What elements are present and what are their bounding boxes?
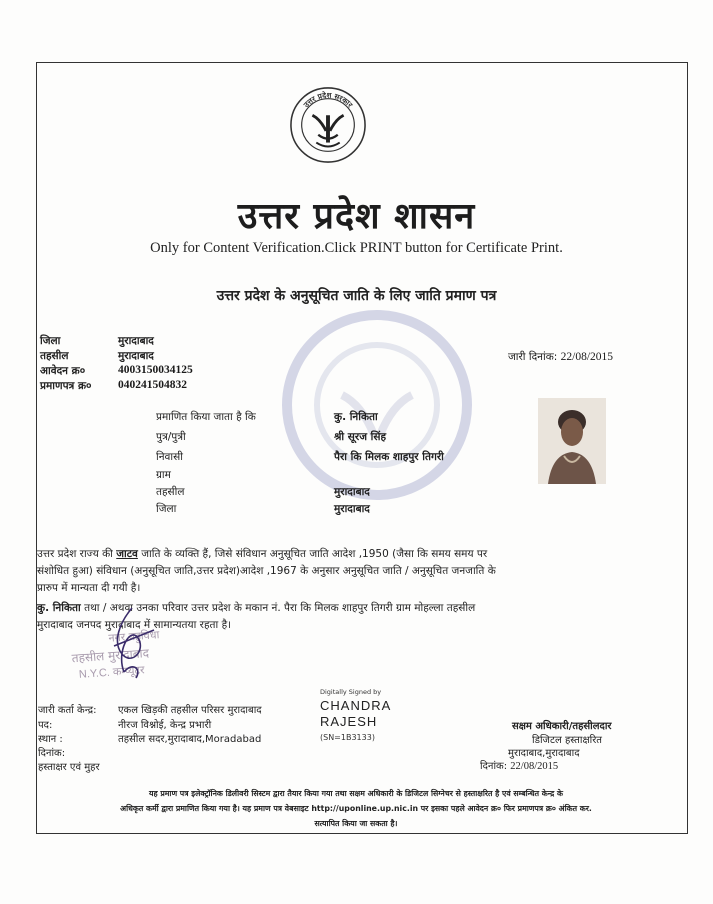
issue-date-value: 22/08/2015	[560, 351, 614, 363]
district-label: जिला	[40, 335, 61, 347]
watermark-emblem	[282, 310, 472, 500]
digital-sign-serial: (SN=1B3133)	[320, 733, 375, 742]
tehsil-value: मुरादाबाद	[118, 350, 154, 362]
tehsil-label: तहसील	[40, 350, 69, 362]
svg-text:उत्तर प्रदेश सरकार: उत्तर प्रदेश सरकार	[301, 90, 355, 110]
issue-date-label: जारी दिनांक:	[508, 351, 558, 363]
verification-notice: Only for Content Verification.Click PRINT button for Certificate Print.	[150, 240, 563, 256]
footer-line3: सत्यापित किया जा सकता है।	[314, 819, 398, 828]
parent-label: पुत्र/पुत्री	[156, 431, 186, 443]
certificate-number-value: 040241504832	[118, 379, 187, 391]
issuer-date-label: दिनांक:	[38, 748, 66, 759]
post-label: पद:	[38, 720, 53, 731]
issue-date	[508, 350, 613, 364]
footer-line1: यह प्रमाण पत्र इलेक्ट्रॉनिक डिलीवरी सिस्टम द्वारा तैयार किया गया तथा सक्षम अधिकारी के डिजिटल सिग्नेचर से हस्ताक्षरित है एवं सम्बन्धित केन्द्र के	[148, 789, 564, 798]
handwritten-signature	[102, 602, 172, 682]
certificate-heading: उत्तर प्रदेश के अनुसूचित जाति के लिए जाति प्रमाण पत्र	[216, 288, 497, 304]
post-value: नीरज विश्नोई, केन्द्र प्रभारी	[118, 720, 212, 731]
certificate-number-label: प्रमाणपत्र क्र०	[40, 380, 92, 392]
authority-date	[480, 758, 558, 772]
footer-note	[56, 786, 656, 831]
para1-line3: प्रारुप में मान्यता दी गयी है।	[37, 582, 141, 594]
para2-text: तथा / अथवा उनका परिवार उत्तर प्रदेश के मकान नं. पैरा कि मिलक शाहपुर तिगरी ग्राम मोहल्ला तहसील	[80, 602, 476, 614]
authority-title: सक्षम अधिकारी/तहसीलदार	[512, 721, 612, 732]
place-value: तहसील सदर,मुरादाबाद,Moradabad	[118, 734, 262, 745]
application-number-label: आवेदन क्र०	[40, 365, 86, 377]
person-tehsil-label: तहसील	[156, 486, 185, 498]
authority-date-label: दिनांक:	[480, 761, 508, 772]
caste-name: जाटव	[116, 548, 138, 560]
para1-line2: संशोधित हुआ) संविधान (अनुसूचित जाति,उत्तर प्रदेश)आदेश ,1967 के अनुसार अनुसूचित जाति / अनुसूचित जनजाति के	[37, 565, 496, 577]
stamp-line1: नगर बहुविधा	[108, 628, 160, 645]
applicant-photo	[538, 398, 606, 484]
district-value: मुरादाबाद	[118, 335, 154, 347]
authority-place: मुरादाबाद,मुरादाबाद	[508, 748, 580, 759]
digital-signer-name-line2: RAJESH	[320, 714, 378, 729]
parent-value: श्री सूरज सिंह	[334, 431, 387, 443]
resident-value: पैरा कि मिलक शाहपुर तिगरी	[334, 451, 444, 463]
page-title: उत्तर प्रदेश शासन	[237, 196, 476, 237]
village-label: ग्राम	[156, 469, 171, 481]
stamp-line2: तहसील मुरादाबाद	[71, 646, 150, 666]
place-label: स्थान :	[38, 734, 63, 745]
issuing-center-label: जारी कर्ता केन्द्र:	[38, 705, 97, 716]
stamp-line3: N.Y.C. कम्प्यूटर	[78, 664, 145, 681]
certify-label: प्रमाणित किया जाता है कि	[156, 411, 256, 423]
para1-start: उत्तर प्रदेश राज्य की	[37, 548, 117, 560]
person-district-label: जिला	[156, 503, 177, 515]
digital-signer-name-line1: CHANDRA	[320, 698, 392, 713]
person-tehsil-value: मुरादाबाद	[334, 486, 370, 498]
para1-rest: जाति के व्यक्ति हैं, जिसे संविधान अनुसूचित जाति आदेश ,1950 (जैसा कि समय समय पर	[137, 548, 488, 560]
digital-sign-caption: Digitally Signed by	[320, 688, 382, 696]
authority-date-value: 22/08/2015	[510, 761, 559, 772]
authority-subtitle: डिजिटल हस्ताक्षरित	[532, 735, 602, 746]
para2-name: कु. निकिता	[37, 602, 81, 614]
application-number-value: 4003150034125	[118, 364, 193, 376]
up-government-emblem	[289, 86, 367, 164]
caste-paragraph	[37, 546, 655, 597]
para2-line2: मुरादाबाद जनपद मुरादाबाद में सामान्यतया रहता है।	[37, 619, 232, 631]
applicant-name: कु. निकिता	[334, 411, 378, 423]
person-district-value: मुरादाबाद	[334, 503, 370, 515]
footer-line2: अधिकृत कर्मी द्वारा प्रमाणित किया गया है। यह प्रमाण पत्र वेबसाइट http://uponline.up.nic.in पर इसका पहले आवेदन क्र० फिर प्रमाणपत्र क्र० अंकित कर.	[120, 804, 592, 813]
issuing-center-value: एकल खिड़की तहसील परिसर मुरादाबाद	[118, 705, 262, 716]
resident-label: निवासी	[156, 451, 183, 463]
signature-seal-label: हस्ताक्षर एवं मुहर	[38, 762, 100, 773]
